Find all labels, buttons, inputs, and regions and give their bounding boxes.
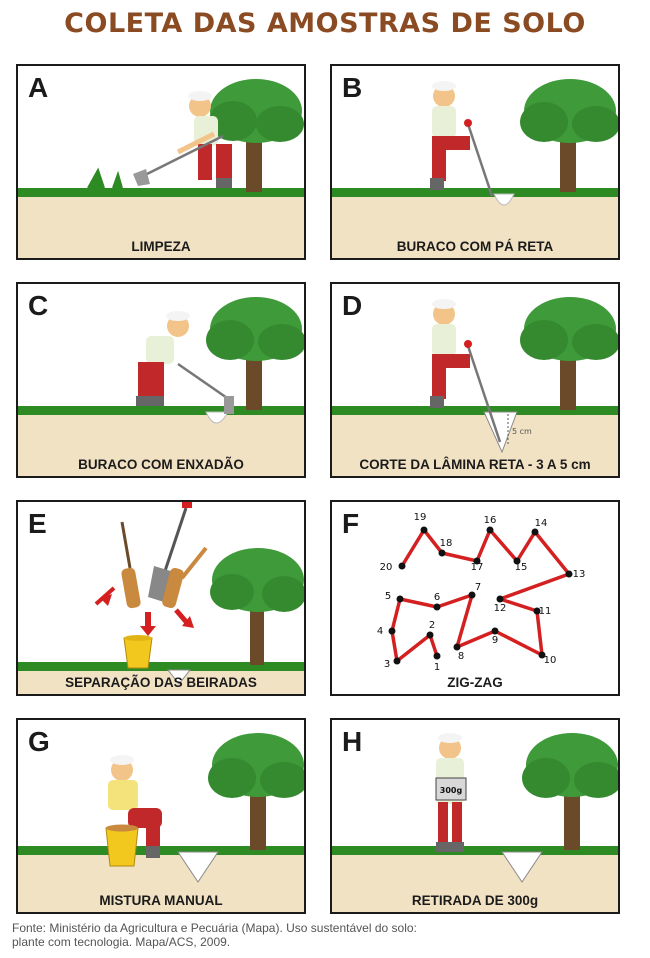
- scene-straight-shovel-illustration: [332, 66, 620, 260]
- tree-icon: [210, 548, 306, 665]
- panel-caption: LIMPEZA: [131, 239, 191, 254]
- scene-manual-mixing-illustration: [18, 720, 306, 914]
- shovel-icon: [164, 508, 186, 574]
- depth-label: 5 cm: [512, 427, 532, 436]
- zigzag-point: [397, 596, 404, 603]
- zigzag-point-label: 13: [572, 569, 586, 580]
- panel-c: [16, 282, 306, 478]
- zigzag-point-label: 6: [433, 592, 441, 603]
- shovel-icon: [468, 124, 492, 196]
- source-citation: Fonte: Ministério da Agricultura e Pecuária (Mapa). Uso sustentável do solo: plante com tecnologia. Mapa/ACS, 2009.: [12, 921, 417, 949]
- zigzag-point-label: 4: [376, 626, 384, 637]
- panel-caption: SEPARAÇÃO DAS BEIRADAS: [65, 675, 257, 690]
- farmer-icon: [430, 299, 470, 408]
- zigzag-point-label: 16: [483, 515, 497, 526]
- panel-e: [16, 500, 306, 696]
- panel-letter: B: [342, 72, 363, 103]
- zigzag-point: [492, 628, 499, 635]
- panel-letter: C: [28, 290, 49, 321]
- hoe-icon: [178, 364, 230, 400]
- page-title: COLETA DAS AMOSTRAS DE SOLO: [64, 8, 586, 39]
- panel-letter: H: [342, 726, 363, 757]
- zigzag-point: [394, 658, 401, 665]
- panel-caption: BURACO COM PÁ RETA: [396, 239, 554, 254]
- scene-300g-sample-illustration: [332, 720, 620, 914]
- knife-icon: [122, 522, 130, 568]
- panel-letter: F: [342, 508, 360, 539]
- panel-caption: MISTURA MANUAL: [99, 893, 223, 908]
- zigzag-point: [439, 550, 446, 557]
- scene-blade-cut-illustration: [332, 284, 620, 478]
- panel-d: [330, 282, 620, 478]
- farmer-icon: [136, 311, 190, 406]
- zigzag-point-label: 15: [514, 562, 528, 573]
- zigzag-point: [399, 563, 406, 570]
- zigzag-point-label: 18: [439, 538, 453, 549]
- zigzag-point: [454, 644, 461, 651]
- panel-b: [330, 64, 620, 260]
- panel-letter: E: [28, 508, 47, 539]
- zigzag-point: [434, 604, 441, 611]
- tree-icon: [208, 733, 306, 850]
- bucket-icon: [106, 825, 138, 867]
- zigzag-point-label: 17: [470, 562, 484, 573]
- zigzag-path-diagram: [332, 502, 620, 696]
- zigzag-point-label: 9: [491, 635, 499, 646]
- bucket-icon: [124, 635, 152, 668]
- panel-caption: BURACO COM ENXADÃO: [78, 457, 244, 472]
- panel-caption: RETIRADA DE 300g: [411, 893, 539, 908]
- sample-bag-label: 300g: [439, 786, 463, 795]
- panel-letter: A: [28, 72, 49, 103]
- zigzag-point: [421, 527, 428, 534]
- zigzag-point-label: 10: [543, 655, 557, 666]
- zigzag-point-label: 8: [457, 651, 465, 662]
- panel-h: [330, 718, 620, 914]
- zigzag-point: [487, 527, 494, 534]
- tree-icon: [520, 79, 620, 192]
- zigzag-point: [434, 653, 441, 660]
- zigzag-point: [566, 571, 573, 578]
- panel-caption: CORTE DA LÂMINA RETA - 3 A 5 cm: [359, 457, 591, 472]
- panel-g: [16, 718, 306, 914]
- zigzag-point-label: 12: [493, 603, 507, 614]
- zigzag-point-label: 2: [428, 620, 436, 631]
- panel-letter: D: [342, 290, 363, 321]
- scene-edge-separation-illustration: [18, 502, 306, 696]
- zigzag-point-label: 11: [538, 606, 552, 617]
- zigzag-point-label: 1: [433, 662, 441, 673]
- panel-caption: ZIG-ZAG: [447, 675, 503, 690]
- zigzag-point-label: 3: [383, 659, 391, 670]
- zigzag-point: [389, 628, 396, 635]
- zigzag-point-label: 14: [534, 518, 548, 529]
- zigzag-point: [532, 529, 539, 536]
- farmer-icon: [430, 81, 470, 190]
- zigzag-point-label: 7: [474, 582, 482, 593]
- panel-letter: G: [28, 726, 50, 757]
- scene-cleaning-illustration: [18, 66, 306, 260]
- panel-a: [16, 64, 306, 260]
- zigzag-point-label: 19: [413, 512, 427, 523]
- zigzag-point: [497, 596, 504, 603]
- tree-icon: [522, 733, 620, 850]
- zigzag-point: [427, 632, 434, 639]
- zigzag-point-label: 20: [379, 562, 393, 573]
- tree-icon: [520, 297, 620, 410]
- panel-f: [330, 500, 620, 696]
- scene-hoe-illustration: [18, 284, 306, 478]
- zigzag-point-label: 5: [384, 591, 392, 602]
